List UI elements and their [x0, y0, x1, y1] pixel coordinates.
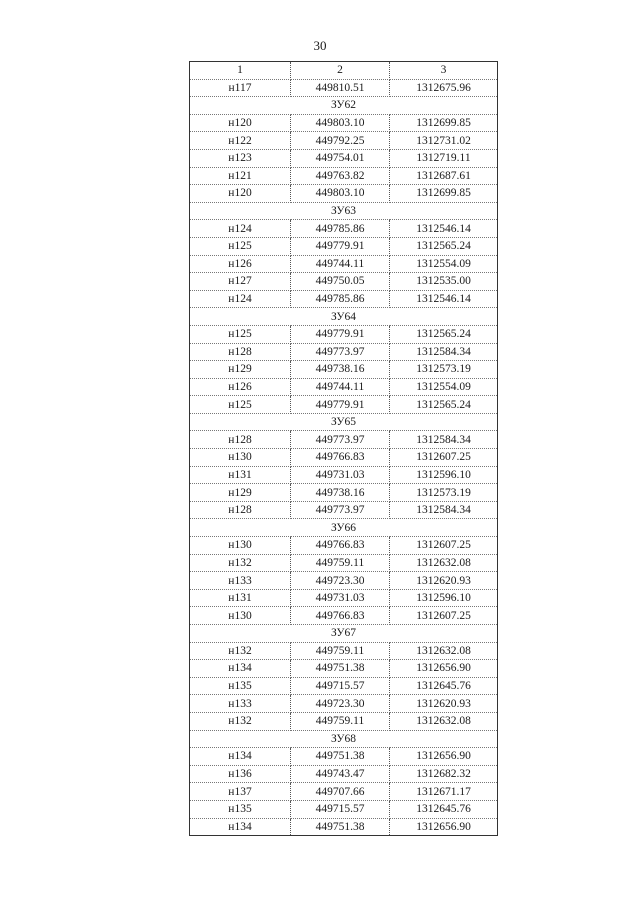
table-row [190, 484, 498, 502]
x-coordinate-cell: 449792.25 [291, 132, 390, 150]
y-coordinate-cell: 1312584.34 [390, 501, 498, 519]
x-coordinate-cell: 449731.03 [291, 466, 390, 484]
y-coordinate-cell: 1312632.08 [390, 554, 498, 572]
point-name-cell: н129 [190, 484, 291, 502]
x-coordinate-cell: 449731.03 [291, 589, 390, 607]
y-coordinate-cell: 1312656.90 [390, 660, 498, 678]
y-coordinate-cell: 1312656.90 [390, 748, 498, 766]
table-header-row [190, 62, 498, 80]
y-coordinate-cell: 1312554.09 [390, 255, 498, 273]
section-title-row [190, 308, 498, 326]
table-row [190, 677, 498, 695]
y-coordinate-cell: 1312596.10 [390, 466, 498, 484]
point-name-cell: н130 [190, 607, 291, 625]
point-name-cell: н137 [190, 783, 291, 801]
table-row [190, 466, 498, 484]
section-title: ЗУ63 [190, 202, 498, 220]
y-coordinate-cell: 1312607.25 [390, 607, 498, 625]
table-row [190, 695, 498, 713]
x-coordinate-cell: 449738.16 [291, 361, 390, 379]
y-coordinate-cell: 1312584.34 [390, 343, 498, 361]
section-title: ЗУ67 [190, 625, 498, 643]
point-name-cell: н121 [190, 167, 291, 185]
point-name-cell: н134 [190, 660, 291, 678]
y-coordinate-cell: 1312565.24 [390, 396, 498, 414]
point-name-cell: н126 [190, 378, 291, 396]
x-coordinate-cell: 449803.10 [291, 185, 390, 203]
point-name-cell: н126 [190, 255, 291, 273]
table-row [190, 449, 498, 467]
section-title: ЗУ64 [190, 308, 498, 326]
point-name-cell: н132 [190, 554, 291, 572]
point-name-cell: н120 [190, 114, 291, 132]
y-coordinate-cell: 1312682.32 [390, 765, 498, 783]
table-row [190, 818, 498, 836]
table-row [190, 114, 498, 132]
y-coordinate-cell: 1312565.24 [390, 237, 498, 255]
point-name-cell: н120 [190, 185, 291, 203]
x-coordinate-cell: 449751.38 [291, 748, 390, 766]
y-coordinate-cell: 1312596.10 [390, 589, 498, 607]
y-coordinate-cell: 1312645.76 [390, 800, 498, 818]
section-title-row [190, 625, 498, 643]
table-row [190, 748, 498, 766]
x-coordinate-cell: 449773.97 [291, 343, 390, 361]
y-coordinate-cell: 1312671.17 [390, 783, 498, 801]
table-row [190, 220, 498, 238]
section-title: ЗУ68 [190, 730, 498, 748]
y-coordinate-cell: 1312645.76 [390, 677, 498, 695]
point-name-cell: н125 [190, 237, 291, 255]
x-coordinate-cell: 449779.91 [291, 325, 390, 343]
table-row [190, 589, 498, 607]
point-name-cell: н133 [190, 695, 291, 713]
section-title: ЗУ66 [190, 519, 498, 537]
point-name-cell: н130 [190, 449, 291, 467]
column-header-x: 2 [291, 62, 390, 80]
point-name-cell: н117 [190, 79, 291, 97]
y-coordinate-cell: 1312573.19 [390, 361, 498, 379]
y-coordinate-cell: 1312620.93 [390, 695, 498, 713]
point-name-cell: н128 [190, 431, 291, 449]
table-row [190, 572, 498, 590]
y-coordinate-cell: 1312554.09 [390, 378, 498, 396]
table-row [190, 554, 498, 572]
x-coordinate-cell: 449766.83 [291, 607, 390, 625]
section-title-row [190, 730, 498, 748]
y-coordinate-cell: 1312607.25 [390, 449, 498, 467]
x-coordinate-cell: 449750.05 [291, 273, 390, 291]
y-coordinate-cell: 1312632.08 [390, 642, 498, 660]
x-coordinate-cell: 449707.66 [291, 783, 390, 801]
x-coordinate-cell: 449759.11 [291, 554, 390, 572]
x-coordinate-cell: 449803.10 [291, 114, 390, 132]
point-name-cell: н132 [190, 642, 291, 660]
page-number: 30 [313, 38, 327, 53]
y-coordinate-cell: 1312546.14 [390, 290, 498, 308]
y-coordinate-cell: 1312699.85 [390, 114, 498, 132]
point-name-cell: н125 [190, 325, 291, 343]
coordinates-table-body [190, 62, 498, 836]
point-name-cell: н133 [190, 572, 291, 590]
table-row [190, 237, 498, 255]
point-name-cell: н128 [190, 343, 291, 361]
y-coordinate-cell: 1312656.90 [390, 818, 498, 836]
column-header-y: 3 [390, 62, 498, 80]
table-row [190, 783, 498, 801]
x-coordinate-cell: 449723.30 [291, 572, 390, 590]
table-row [190, 343, 498, 361]
point-name-cell: н124 [190, 290, 291, 308]
x-coordinate-cell: 449744.11 [291, 255, 390, 273]
table-row [190, 378, 498, 396]
x-coordinate-cell: 449759.11 [291, 712, 390, 730]
section-title-row [190, 202, 498, 220]
x-coordinate-cell: 449751.38 [291, 818, 390, 836]
table-row [190, 273, 498, 291]
point-name-cell: н132 [190, 712, 291, 730]
x-coordinate-cell: 449744.11 [291, 378, 390, 396]
table-row [190, 642, 498, 660]
x-coordinate-cell: 449766.83 [291, 449, 390, 467]
y-coordinate-cell: 1312632.08 [390, 712, 498, 730]
point-name-cell: н136 [190, 765, 291, 783]
y-coordinate-cell: 1312699.85 [390, 185, 498, 203]
table-row [190, 765, 498, 783]
x-coordinate-cell: 449715.57 [291, 677, 390, 695]
x-coordinate-cell: 449773.97 [291, 501, 390, 519]
table-row [190, 800, 498, 818]
table-row [190, 185, 498, 203]
y-coordinate-cell: 1312620.93 [390, 572, 498, 590]
table-row [190, 290, 498, 308]
y-coordinate-cell: 1312535.00 [390, 273, 498, 291]
x-coordinate-cell: 449723.30 [291, 695, 390, 713]
y-coordinate-cell: 1312675.96 [390, 79, 498, 97]
table-row [190, 501, 498, 519]
x-coordinate-cell: 449738.16 [291, 484, 390, 502]
table-row [190, 537, 498, 555]
y-coordinate-cell: 1312584.34 [390, 431, 498, 449]
table-row [190, 132, 498, 150]
x-coordinate-cell: 449779.91 [291, 396, 390, 414]
point-name-cell: н129 [190, 361, 291, 379]
section-title-row [190, 97, 498, 115]
table-row [190, 255, 498, 273]
y-coordinate-cell: 1312687.61 [390, 167, 498, 185]
point-name-cell: н122 [190, 132, 291, 150]
table-row [190, 396, 498, 414]
section-title: ЗУ62 [190, 97, 498, 115]
x-coordinate-cell: 449751.38 [291, 660, 390, 678]
column-header-point: 1 [190, 62, 291, 80]
point-name-cell: н124 [190, 220, 291, 238]
x-coordinate-cell: 449743.47 [291, 765, 390, 783]
x-coordinate-cell: 449779.91 [291, 237, 390, 255]
y-coordinate-cell: 1312546.14 [390, 220, 498, 238]
point-name-cell: н130 [190, 537, 291, 555]
point-name-cell: н131 [190, 466, 291, 484]
point-name-cell: н134 [190, 748, 291, 766]
table-row [190, 361, 498, 379]
point-name-cell: н134 [190, 818, 291, 836]
y-coordinate-cell: 1312731.02 [390, 132, 498, 150]
table-row [190, 431, 498, 449]
x-coordinate-cell: 449785.86 [291, 290, 390, 308]
x-coordinate-cell: 449763.82 [291, 167, 390, 185]
x-coordinate-cell: 449715.57 [291, 800, 390, 818]
table-row [190, 607, 498, 625]
x-coordinate-cell: 449754.01 [291, 149, 390, 167]
table-row [190, 325, 498, 343]
point-name-cell: н131 [190, 589, 291, 607]
point-name-cell: н135 [190, 800, 291, 818]
table-row [190, 167, 498, 185]
x-coordinate-cell: 449773.97 [291, 431, 390, 449]
point-name-cell: н123 [190, 149, 291, 167]
point-name-cell: н125 [190, 396, 291, 414]
section-title: ЗУ65 [190, 413, 498, 431]
coordinates-table [189, 61, 498, 836]
table-row [190, 149, 498, 167]
table-row [190, 79, 498, 97]
x-coordinate-cell: 449766.83 [291, 537, 390, 555]
y-coordinate-cell: 1312565.24 [390, 325, 498, 343]
section-title-row [190, 413, 498, 431]
x-coordinate-cell: 449759.11 [291, 642, 390, 660]
x-coordinate-cell: 449810.51 [291, 79, 390, 97]
y-coordinate-cell: 1312573.19 [390, 484, 498, 502]
section-title-row [190, 519, 498, 537]
point-name-cell: н135 [190, 677, 291, 695]
x-coordinate-cell: 449785.86 [291, 220, 390, 238]
y-coordinate-cell: 1312607.25 [390, 537, 498, 555]
table-row [190, 660, 498, 678]
point-name-cell: н128 [190, 501, 291, 519]
y-coordinate-cell: 1312719.11 [390, 149, 498, 167]
point-name-cell: н127 [190, 273, 291, 291]
table-row [190, 712, 498, 730]
